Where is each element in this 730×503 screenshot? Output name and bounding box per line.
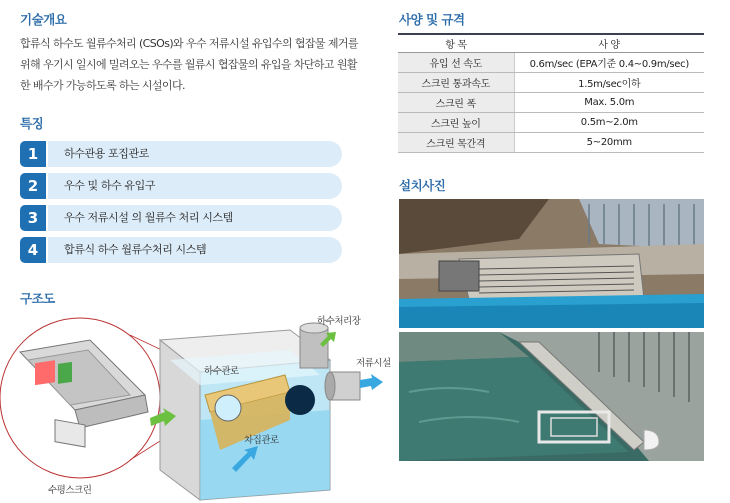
sewage-plant-label: 하수처리장 [317,316,361,327]
overview-heading: 기술개요 [20,12,67,27]
feature-number: 3 [20,205,46,231]
spec-heading: 사양 및 규격 [399,12,465,27]
col-item-header: 항 목 [398,34,514,52]
row-item: 유입 선 속도 [398,52,514,72]
table-row [398,112,704,132]
table-row [398,52,704,72]
install-photo-2 [399,332,704,461]
feature-label: 합류식 하수 월류수처리 시스템 [64,243,207,256]
table-row [398,92,704,112]
photos-heading: 설치사진 [399,178,446,193]
sewage-pipe-label: 하수관로 [204,366,239,377]
row-value: 1.5m/sec이하 [514,72,704,92]
row-value: 5~20mm [514,132,704,152]
row-value: 0.5m~2.0m [514,112,704,132]
row-value: Max. 5.0m [514,92,704,112]
install-photo-1 [399,199,704,328]
row-item: 스크린 목간격 [398,132,514,152]
col-spec-header: 사 양 [514,34,704,52]
table-row [398,132,704,152]
structure-heading: 구조도 [20,291,55,306]
feature-item [20,237,342,263]
row-item: 스크린 통과속도 [398,72,514,92]
row-value: 0.6m/sec (EPA기준 0.4~0.9m/sec) [514,52,704,72]
feature-label: 우수 및 하수 유입구 [64,179,156,192]
feature-label: 하수관용 포집관로 [64,147,149,160]
feature-number: 1 [20,141,46,167]
row-item: 스크린 높이 [398,112,514,132]
features-heading: 특징 [20,116,44,131]
feature-label: 우수 저류시설 의 월류수 처리 시스템 [64,211,233,224]
feature-item [20,173,342,199]
feature-item [20,205,342,231]
feature-number: 2 [20,173,46,199]
storage-label: 저류시설 [356,358,391,369]
feature-item [20,141,342,167]
row-item: 스크린 폭 [398,92,514,112]
feature-number: 4 [20,237,46,263]
tank [160,323,360,500]
overview-text: 합류식 하수도 월류수처리 (CSOs)와 우수 저류시설 유입수의 협잡물 제거를 위해 우기시 일시에 밀려오는 우수를 월류시 협잡물의 유입을 차단하고 원활한 배수가 가능하도록 하는 시설이다. [20,37,358,92]
table-header-row [398,34,704,52]
blocking-pipe-label: 차집관로 [244,435,279,446]
spec-table [398,33,704,153]
structure-diagram [0,300,395,503]
screen-label-text: 수평스크린 [48,485,92,496]
table-row [398,72,704,92]
storage-arrow-icon [360,374,383,390]
